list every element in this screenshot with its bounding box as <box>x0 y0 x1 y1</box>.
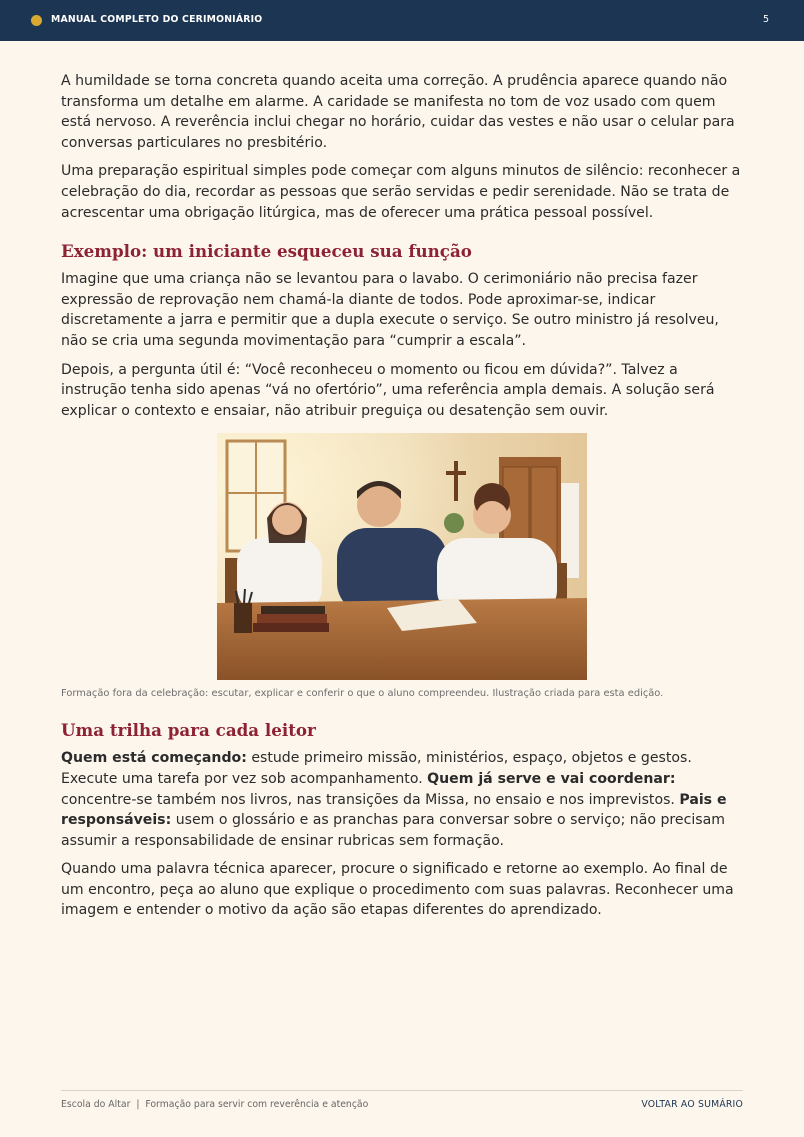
illustration-formation <box>217 433 587 680</box>
track-beginner-label: Quem está começando: <box>61 750 247 767</box>
page-header <box>0 0 804 41</box>
bullet-dot-icon <box>31 15 42 26</box>
formation-illustration-image <box>217 433 587 680</box>
figure-caption: Formação fora da celebração: escutar, explicar e conferir o que o aluno compreendeu. Ilustração criada para esta edição. <box>61 688 664 700</box>
page-content <box>61 71 747 929</box>
paragraph-question: Depois, a pergunta útil é: “Você reconheceu o momento ou ficou em dúvida?”. Talvez a instrução tenha sido apenas “vá no ofertório”, uma referência ampla demais. A solução será explicar o contexto e ensaiar, não atribuir preguiça ou desatenção sem ouvir. <box>61 361 715 419</box>
track-parents-label: Pais e responsáveis: <box>61 791 727 829</box>
paragraph-example: Imagine que uma criança não se levantou para o lavabo. O cerimoniário não precisa fazer expressão de reprovação nem chamá-la diante de todos. Pode aproximar-se, indicar discretamente a jarra e permitir que a dupla execute o serviço. Se outro ministro já resolveu, não se cria uma segunda movimentação para “cumprir a escala”. <box>61 271 719 349</box>
heading-trilha: Uma trilha para cada leitor <box>61 720 316 741</box>
manual-title: MANUAL COMPLETO DO CERIMONIÁRIO <box>51 14 263 25</box>
track-coordinator-text: concentre-se também nos livros, nas transições da Missa, no ensaio e nos imprevistos. <box>61 791 680 808</box>
footer-credit: Escola do Altar | Formação para servir com reverência e atenção <box>61 1099 369 1110</box>
track-parents-text: usem o glossário e as pranchas para conversar sobre o serviço; não precisam assumir a responsabilidade de ensinar rubricas sem formação. <box>61 812 725 849</box>
track-coordinator-label: Quem já serve e vai coordenar: <box>427 770 676 787</box>
page-number: 5 <box>762 14 769 25</box>
paragraph-tracks <box>61 748 747 851</box>
paragraph-virtues: A humildade se torna concreta quando aceita uma correção. A prudência aparece quando não transforma um detalhe em alarme. A caridade se manifesta no tom de voz usado com quem está nervoso. A reverência inclui chegar no horário, cuidar das vestes e não usar o celular para conversas particulares no presbitério. <box>61 73 735 151</box>
track-beginner-text: estude primeiro missão, ministérios, espaço, objetos e gestos. Execute uma tarefa por vez sob acompanhamento. <box>61 750 692 787</box>
paragraph-technical-words: Quando uma palavra técnica aparecer, procure o significado e retorne ao exemplo. Ao final de um encontro, peça ao aluno que explique o procedimento com suas palavras. Reconhecer uma imagem e entender o motivo da ação são etapas diferentes do aprendizado. <box>61 861 734 919</box>
heading-exemplo: Exemplo: um iniciante esqueceu sua função <box>61 241 472 262</box>
paragraph-preparation: Uma preparação espiritual simples pode começar com alguns minutos de silêncio: reconhecer a celebração do dia, recordar as pessoas que serão servidas e pedir serenidade. Não se trata de acrescentar uma obrigação litúrgica, mas de oferecer uma prática pessoal possível. <box>61 163 741 221</box>
footer-divider <box>61 1090 743 1091</box>
back-to-summary-link[interactable]: VOLTAR AO SUMÁRIO <box>641 1099 743 1110</box>
